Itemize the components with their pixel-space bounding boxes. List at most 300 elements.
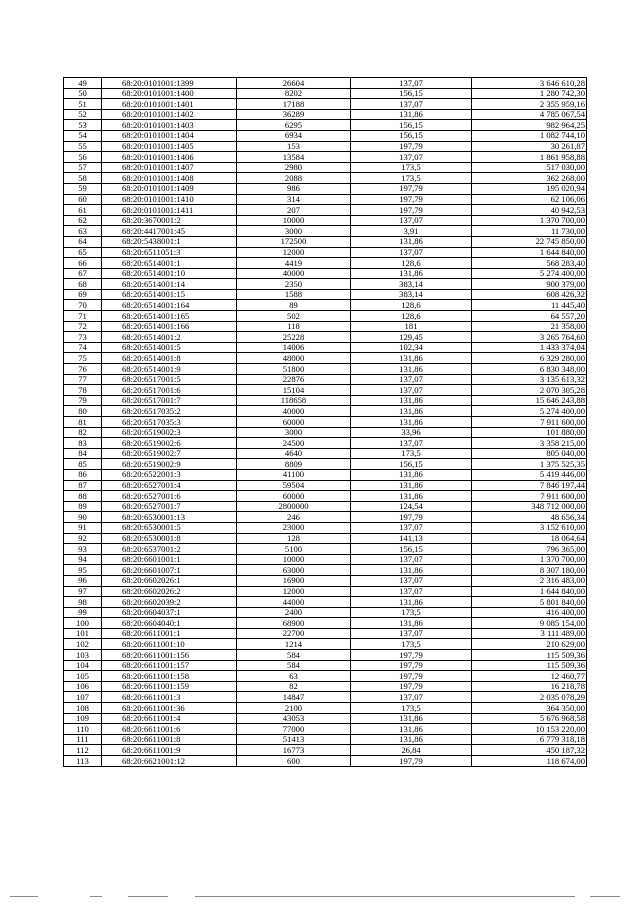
rate-cell: 131,86 <box>351 480 472 491</box>
rate-cell: 131,86 <box>351 565 472 576</box>
cadastral-number-cell: 68:20:6527001:4 <box>102 480 237 491</box>
row-number-cell: 105 <box>64 671 102 682</box>
cost-cell: 7 846 197,44 <box>472 480 587 491</box>
rate-cell: 131,86 <box>351 597 472 608</box>
rate-cell: 131,86 <box>351 618 472 629</box>
row-number-cell: 57 <box>64 162 102 173</box>
cadastral-number-cell: 68:20:0101001:1402 <box>102 109 237 120</box>
cadastral-number-cell: 68:20:0101001:1401 <box>102 99 237 110</box>
cost-cell: 18 064,64 <box>472 533 587 544</box>
cadastral-number-cell: 68:20:6514001:1 <box>102 258 237 269</box>
cost-cell: 1 644 840,00 <box>472 586 587 597</box>
area-cell: 51800 <box>237 364 351 375</box>
cadastral-number-cell: 68:20:4417001:45 <box>102 226 237 237</box>
cost-cell: 115 509,36 <box>472 660 587 671</box>
cadastral-number-cell: 68:20:6514001:10 <box>102 268 237 279</box>
table-row <box>64 226 587 237</box>
area-cell: 8202 <box>237 88 351 99</box>
area-cell: 2800000 <box>237 501 351 512</box>
cost-cell: 210 629,00 <box>472 639 587 650</box>
row-number-cell: 50 <box>64 88 102 99</box>
rate-cell: 137,07 <box>351 374 472 385</box>
rate-cell: 137,07 <box>351 522 472 533</box>
row-number-cell: 74 <box>64 342 102 353</box>
rate-cell: 137,07 <box>351 99 472 110</box>
row-number-cell: 68 <box>64 279 102 290</box>
cadastral-number-cell: 68:20:0101001:1410 <box>102 194 237 205</box>
cadastral-number-cell: 68:20:6514001:5 <box>102 342 237 353</box>
cost-cell: 1 861 958,88 <box>472 152 587 163</box>
cadastral-number-cell: 68:20:0101001:1403 <box>102 120 237 131</box>
table-row <box>64 364 587 375</box>
area-cell: 51413 <box>237 734 351 745</box>
table-row <box>64 332 587 343</box>
cadastral-number-cell: 68:20:6601007:1 <box>102 565 237 576</box>
table-row <box>64 406 587 417</box>
cost-cell: 7 911 600,00 <box>472 417 587 428</box>
rate-cell: 173,5 <box>351 703 472 714</box>
cost-cell: 5 274 400,00 <box>472 268 587 279</box>
rate-cell: 197,79 <box>351 194 472 205</box>
cadastral-number-cell: 68:20:6519002:9 <box>102 459 237 470</box>
cost-cell: 40 942,53 <box>472 205 587 216</box>
cadastral-number-cell: 68:20:5438001:1 <box>102 236 237 247</box>
row-number-cell: 97 <box>64 586 102 597</box>
table-row <box>64 300 587 311</box>
row-number-cell: 92 <box>64 533 102 544</box>
cadastral-number-cell: 68:20:6602026:1 <box>102 575 237 586</box>
row-number-cell: 65 <box>64 247 102 258</box>
area-cell: 1588 <box>237 289 351 300</box>
cost-cell: 4 785 067,54 <box>472 109 587 120</box>
area-cell: 2100 <box>237 703 351 714</box>
cadastral-number-cell: 68:20:6511051:3 <box>102 247 237 258</box>
area-cell: 8809 <box>237 459 351 470</box>
cadastral-value-table <box>63 77 587 767</box>
area-cell: 15104 <box>237 385 351 396</box>
table-row <box>64 713 587 724</box>
area-cell: 63 <box>237 671 351 682</box>
cost-cell: 3 646 610,28 <box>472 78 587 89</box>
rate-cell: 137,07 <box>351 554 472 565</box>
cost-cell: 1 433 374,04 <box>472 342 587 353</box>
rate-cell: 181 <box>351 321 472 332</box>
cost-cell: 1 370 700,00 <box>472 554 587 565</box>
table-row <box>64 512 587 523</box>
cost-cell: 22 745 850,00 <box>472 236 587 247</box>
table-row <box>64 692 587 703</box>
table-row <box>64 491 587 502</box>
cadastral-number-cell: 68:20:6602026:2 <box>102 586 237 597</box>
table-row <box>64 173 587 184</box>
rate-cell: 131,86 <box>351 417 472 428</box>
cadastral-number-cell: 68:20:0101001:1409 <box>102 183 237 194</box>
area-cell: 89 <box>237 300 351 311</box>
cadastral-number-cell: 68:20:6519002:6 <box>102 438 237 449</box>
area-cell: 207 <box>237 205 351 216</box>
area-cell: 118 <box>237 321 351 332</box>
table-row <box>64 321 587 332</box>
cost-cell: 3 135 613,32 <box>472 374 587 385</box>
area-cell: 60000 <box>237 417 351 428</box>
table-row <box>64 618 587 629</box>
cadastral-number-cell: 68:20:6519002:7 <box>102 448 237 459</box>
cost-cell: 9 085 154,00 <box>472 618 587 629</box>
row-number-cell: 108 <box>64 703 102 714</box>
table-row <box>64 607 587 618</box>
row-number-cell: 100 <box>64 618 102 629</box>
row-number-cell: 73 <box>64 332 102 343</box>
row-number-cell: 82 <box>64 427 102 438</box>
area-cell: 2088 <box>237 173 351 184</box>
table-row <box>64 544 587 555</box>
row-number-cell: 59 <box>64 183 102 194</box>
table-row <box>64 258 587 269</box>
cadastral-number-cell: 68:20:6517001:5 <box>102 374 237 385</box>
row-number-cell: 54 <box>64 130 102 141</box>
cost-cell: 1 280 742,30 <box>472 88 587 99</box>
row-number-cell: 107 <box>64 692 102 703</box>
table-row <box>64 522 587 533</box>
cost-cell: 450 187,32 <box>472 745 587 756</box>
cadastral-number-cell: 68:20:6602039:2 <box>102 597 237 608</box>
cost-cell: 64 557,20 <box>472 311 587 322</box>
footer-rule <box>90 896 102 897</box>
row-number-cell: 71 <box>64 311 102 322</box>
table-row <box>64 459 587 470</box>
table-row <box>64 597 587 608</box>
table-row <box>64 681 587 692</box>
table-row <box>64 205 587 216</box>
row-number-cell: 88 <box>64 491 102 502</box>
area-cell: 1214 <box>237 639 351 650</box>
area-cell: 12000 <box>237 247 351 258</box>
area-cell: 23000 <box>237 522 351 533</box>
row-number-cell: 83 <box>64 438 102 449</box>
table-row <box>64 501 587 512</box>
cost-cell: 364 350,00 <box>472 703 587 714</box>
cost-cell: 7 911 600,00 <box>472 491 587 502</box>
cadastral-number-cell: 68:20:6611001:36 <box>102 703 237 714</box>
cadastral-number-cell: 68:20:0101001:1406 <box>102 152 237 163</box>
table-row <box>64 395 587 406</box>
rate-cell: 128,6 <box>351 258 472 269</box>
table-row <box>64 671 587 682</box>
row-number-cell: 77 <box>64 374 102 385</box>
table-row <box>64 480 587 491</box>
cadastral-number-cell: 68:20:0101001:1407 <box>102 162 237 173</box>
rate-cell: 156,15 <box>351 120 472 131</box>
rate-cell: 197,79 <box>351 512 472 523</box>
area-cell: 44000 <box>237 597 351 608</box>
area-cell: 60000 <box>237 491 351 502</box>
cadastral-number-cell: 68:20:6621001:12 <box>102 756 237 767</box>
area-cell: 2350 <box>237 279 351 290</box>
area-cell: 12000 <box>237 586 351 597</box>
cadastral-number-cell: 68:20:6517035:3 <box>102 417 237 428</box>
row-number-cell: 102 <box>64 639 102 650</box>
table-row <box>64 703 587 714</box>
cadastral-number-cell: 68:20:6611001:8 <box>102 734 237 745</box>
table-row <box>64 427 587 438</box>
area-cell: 63000 <box>237 565 351 576</box>
table-row <box>64 586 587 597</box>
rate-cell: 383,14 <box>351 289 472 300</box>
rate-cell: 124,54 <box>351 501 472 512</box>
rate-cell: 137,07 <box>351 78 472 89</box>
cadastral-number-cell: 68:20:0101001:1411 <box>102 205 237 216</box>
cost-cell: 900 379,00 <box>472 279 587 290</box>
table-row <box>64 88 587 99</box>
rate-cell: 131,86 <box>351 406 472 417</box>
area-cell: 502 <box>237 311 351 322</box>
rate-cell: 131,86 <box>351 353 472 364</box>
rate-cell: 137,07 <box>351 385 472 396</box>
cadastral-number-cell: 68:20:6514001:14 <box>102 279 237 290</box>
area-cell: 600 <box>237 756 351 767</box>
row-number-cell: 113 <box>64 756 102 767</box>
cadastral-number-cell: 68:20:6522001:3 <box>102 469 237 480</box>
cadastral-number-cell: 68:20:6611001:6 <box>102 724 237 735</box>
rate-cell: 173,5 <box>351 173 472 184</box>
rate-cell: 173,5 <box>351 639 472 650</box>
table-row <box>64 194 587 205</box>
row-number-cell: 91 <box>64 522 102 533</box>
cadastral-number-cell: 68:20:6611001:1 <box>102 628 237 639</box>
cadastral-number-cell: 68:20:6611001:157 <box>102 660 237 671</box>
cadastral-number-cell: 68:20:6537001:2 <box>102 544 237 555</box>
footer-rule <box>195 896 575 897</box>
row-number-cell: 80 <box>64 406 102 417</box>
cost-cell: 1 375 525,35 <box>472 459 587 470</box>
table-row <box>64 268 587 279</box>
cost-cell: 11 730,00 <box>472 226 587 237</box>
cadastral-number-cell: 68:20:6611001:156 <box>102 650 237 661</box>
row-number-cell: 76 <box>64 364 102 375</box>
cost-cell: 1 370 700,00 <box>472 215 587 226</box>
rate-cell: 197,79 <box>351 141 472 152</box>
area-cell: 6934 <box>237 130 351 141</box>
table-row <box>64 247 587 258</box>
cost-cell: 2 355 959,16 <box>472 99 587 110</box>
cost-cell: 517 030,00 <box>472 162 587 173</box>
row-number-cell: 60 <box>64 194 102 205</box>
cost-cell: 3 152 610,00 <box>472 522 587 533</box>
cadastral-number-cell: 68:20:0101001:1404 <box>102 130 237 141</box>
row-number-cell: 64 <box>64 236 102 247</box>
cadastral-number-cell: 68:20:6530001:13 <box>102 512 237 523</box>
area-cell: 40000 <box>237 268 351 279</box>
table-row <box>64 120 587 131</box>
rate-cell: 156,15 <box>351 459 472 470</box>
rate-cell: 173,5 <box>351 162 472 173</box>
cadastral-number-cell: 68:20:6601001:1 <box>102 554 237 565</box>
cost-cell: 982 964,25 <box>472 120 587 131</box>
row-number-cell: 78 <box>64 385 102 396</box>
area-cell: 4419 <box>237 258 351 269</box>
row-number-cell: 56 <box>64 152 102 163</box>
area-cell: 13584 <box>237 152 351 163</box>
rate-cell: 131,86 <box>351 109 472 120</box>
cost-cell: 3 111 489,00 <box>472 628 587 639</box>
cadastral-number-cell: 68:20:0101001:1408 <box>102 173 237 184</box>
row-number-cell: 55 <box>64 141 102 152</box>
cost-cell: 5 419 446,00 <box>472 469 587 480</box>
footer-rule <box>590 896 620 897</box>
table-row <box>64 628 587 639</box>
table-row <box>64 162 587 173</box>
rate-cell: 128,6 <box>351 311 472 322</box>
cost-cell: 101 880,00 <box>472 427 587 438</box>
cadastral-number-cell: 68:20:6527001:6 <box>102 491 237 502</box>
rate-cell: 131,86 <box>351 469 472 480</box>
cost-cell: 362 268,00 <box>472 173 587 184</box>
row-number-cell: 58 <box>64 173 102 184</box>
row-number-cell: 99 <box>64 607 102 618</box>
cadastral-number-cell: 68:20:6514001:2 <box>102 332 237 343</box>
table-row <box>64 109 587 120</box>
table-row <box>64 650 587 661</box>
row-number-cell: 98 <box>64 597 102 608</box>
rate-cell: 197,79 <box>351 671 472 682</box>
cost-cell: 568 283,40 <box>472 258 587 269</box>
rate-cell: 131,86 <box>351 268 472 279</box>
table-row <box>64 183 587 194</box>
table-row <box>64 215 587 226</box>
row-number-cell: 63 <box>64 226 102 237</box>
cadastral-number-cell: 68:20:3670001:2 <box>102 215 237 226</box>
area-cell: 10000 <box>237 554 351 565</box>
row-number-cell: 52 <box>64 109 102 120</box>
rate-cell: 131,86 <box>351 395 472 406</box>
table-row <box>64 448 587 459</box>
rate-cell: 197,79 <box>351 650 472 661</box>
rate-cell: 156,15 <box>351 544 472 555</box>
rate-cell: 3,91 <box>351 226 472 237</box>
rate-cell: 131,86 <box>351 364 472 375</box>
table-row <box>64 756 587 767</box>
row-number-cell: 111 <box>64 734 102 745</box>
table-row <box>64 78 587 89</box>
rate-cell: 197,79 <box>351 756 472 767</box>
table-row <box>64 236 587 247</box>
cadastral-number-cell: 68:20:6514001:166 <box>102 321 237 332</box>
rate-cell: 137,07 <box>351 586 472 597</box>
cost-cell: 48 656,34 <box>472 512 587 523</box>
cost-cell: 195 020,94 <box>472 183 587 194</box>
row-number-cell: 93 <box>64 544 102 555</box>
table-row <box>64 99 587 110</box>
cost-cell: 12 460,77 <box>472 671 587 682</box>
area-cell: 25228 <box>237 332 351 343</box>
area-cell: 16900 <box>237 575 351 586</box>
row-number-cell: 72 <box>64 321 102 332</box>
area-cell: 118658 <box>237 395 351 406</box>
table-row <box>64 724 587 735</box>
area-cell: 172500 <box>237 236 351 247</box>
row-number-cell: 90 <box>64 512 102 523</box>
cadastral-number-cell: 68:20:6611001:10 <box>102 639 237 650</box>
table-row <box>64 554 587 565</box>
table-row <box>64 374 587 385</box>
cost-cell: 1 082 744,10 <box>472 130 587 141</box>
row-number-cell: 94 <box>64 554 102 565</box>
table-row <box>64 660 587 671</box>
rate-cell: 197,79 <box>351 660 472 671</box>
area-cell: 5100 <box>237 544 351 555</box>
rate-cell: 137,07 <box>351 152 472 163</box>
cadastral-number-cell: 68:20:6611001:9 <box>102 745 237 756</box>
rate-cell: 137,07 <box>351 628 472 639</box>
cost-cell: 11 445,40 <box>472 300 587 311</box>
area-cell: 68900 <box>237 618 351 629</box>
cost-cell: 30 261,87 <box>472 141 587 152</box>
table-row <box>64 385 587 396</box>
row-number-cell: 75 <box>64 353 102 364</box>
cost-cell: 3 358 215,00 <box>472 438 587 449</box>
row-number-cell: 62 <box>64 215 102 226</box>
table-row <box>64 734 587 745</box>
cost-cell: 796 365,00 <box>472 544 587 555</box>
row-number-cell: 89 <box>64 501 102 512</box>
cost-cell: 10 153 220,00 <box>472 724 587 735</box>
cadastral-number-cell: 68:20:6517001:7 <box>102 395 237 406</box>
row-number-cell: 96 <box>64 575 102 586</box>
row-number-cell: 84 <box>64 448 102 459</box>
table-row <box>64 279 587 290</box>
cadastral-number-cell: 68:20:6530001:5 <box>102 522 237 533</box>
area-cell: 314 <box>237 194 351 205</box>
area-cell: 2400 <box>237 607 351 618</box>
area-cell: 6295 <box>237 120 351 131</box>
cadastral-number-cell: 68:20:6517001:6 <box>102 385 237 396</box>
row-number-cell: 103 <box>64 650 102 661</box>
area-cell: 17188 <box>237 99 351 110</box>
row-number-cell: 79 <box>64 395 102 406</box>
area-cell: 986 <box>237 183 351 194</box>
cadastral-number-cell: 68:20:6514001:164 <box>102 300 237 311</box>
cost-cell: 6 329 280,00 <box>472 353 587 364</box>
cost-cell: 608 426,32 <box>472 289 587 300</box>
rate-cell: 137,07 <box>351 692 472 703</box>
table-body <box>64 78 587 767</box>
table-row <box>64 417 587 428</box>
rate-cell: 173,5 <box>351 448 472 459</box>
rate-cell: 129,45 <box>351 332 472 343</box>
rate-cell: 33,96 <box>351 427 472 438</box>
area-cell: 36289 <box>237 109 351 120</box>
row-number-cell: 104 <box>64 660 102 671</box>
rate-cell: 197,79 <box>351 183 472 194</box>
row-number-cell: 112 <box>64 745 102 756</box>
rate-cell: 137,07 <box>351 575 472 586</box>
area-cell: 22700 <box>237 628 351 639</box>
area-cell: 3000 <box>237 427 351 438</box>
cost-cell: 6 779 318,18 <box>472 734 587 745</box>
area-cell: 40000 <box>237 406 351 417</box>
rate-cell: 156,15 <box>351 88 472 99</box>
cadastral-number-cell: 68:20:6611001:4 <box>102 713 237 724</box>
cost-cell: 15 646 243,88 <box>472 395 587 406</box>
area-cell: 26604 <box>237 78 351 89</box>
cadastral-number-cell: 68:20:6517035:2 <box>102 406 237 417</box>
table-row <box>64 639 587 650</box>
cost-cell: 3 265 764,60 <box>472 332 587 343</box>
row-number-cell: 67 <box>64 268 102 279</box>
area-cell: 43053 <box>237 713 351 724</box>
table-row <box>64 342 587 353</box>
area-cell: 82 <box>237 681 351 692</box>
